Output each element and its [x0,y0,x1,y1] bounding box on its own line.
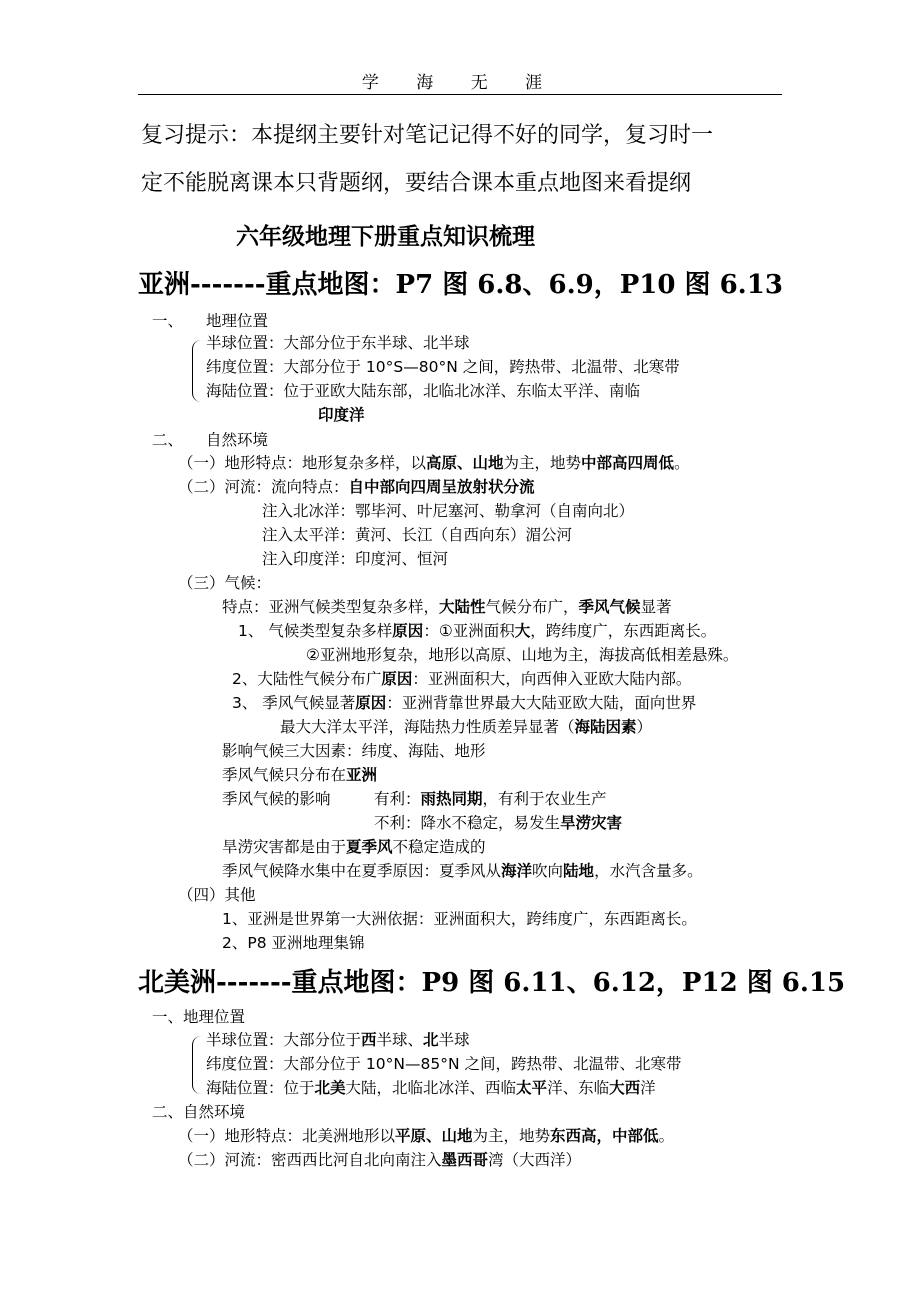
na-sea-land-position: 海陆位置：位于北美大陆，北临北冰洋、西临太平洋、东临大西洋 [206,1079,656,1097]
asia-section-1-label: 地理位置 [206,312,269,330]
na-river: （二）河流：密西西比河自北向南注入墨西哥湾（大西洋） [178,1151,582,1169]
na-latitude-position: 纬度位置：大部分位于 10°N—85°N 之间，跨热带、北温带、北寒带 [206,1055,682,1073]
asia-section-2-number: 二、 [152,431,184,449]
asia-hemisphere-position: 半球位置：大部分位于东半球、北半球 [206,334,470,352]
asia-sea-land-position-cont: 印度洋 [318,406,365,424]
asia-river-flow: （二）河流：流向特点：自中部向四周呈放射状分流 [178,478,535,496]
asia-heading: 亚洲-------重点地图：P7 图 6.8、6.9，P10 图 6.13 [138,270,783,300]
asia-terrain: （一）地形特点：地形复杂多样，以高原、山地为主，地势中部高四周低。 [178,454,690,472]
climate-factors: 影响气候三大因素：纬度、海陆、地形 [222,742,486,760]
climate-reason-3b: 最大大洋太平洋，海陆热力性质差异显著（海陆因素） [280,718,653,736]
na-section-2: 二、自然环境 [152,1103,246,1121]
drought-cause: 旱涝灾害都是由于夏季风不稳定造成的 [222,838,486,856]
asia-climate-features: 特点：亚洲气候类型复杂多样，大陆性气候分布广，季风气候显著 [222,598,672,616]
asia-climate-label: （三）气候： [178,574,272,592]
river-arctic: 注入北冰洋：鄂毕河、叶尼塞河、勒拿河（自南向北） [262,502,635,520]
asia-other-label: （四）其他 [178,886,256,904]
asia-other-2: 2、P8 亚洲地理集锦 [222,934,365,952]
review-tip-line-2: 定不能脱离课本只背题纲，要结合课本重点地图来看提纲 [141,171,692,196]
monsoon-effect-label: 季风气候的影响 [222,790,331,808]
na-section-1: 一、地理位置 [152,1008,246,1026]
page-header: 学 海 无 涯 [361,73,559,93]
river-indian: 注入印度洋：印度河、恒河 [262,550,449,568]
north-america-heading: 北美洲-------重点地图：P9 图 6.11、6.12，P12 图 6.15 [138,968,846,998]
monsoon-only-asia: 季风气候只分布在亚洲 [222,766,378,784]
climate-reason-1: 1、 气候类型复杂多样原因：①亚洲面积大，跨纬度广，东西距离长。 [238,622,717,640]
asia-latitude-position: 纬度位置：大部分位于 10°S—80°N 之间，跨热带、北温带、北寒带 [206,358,680,376]
header-divider [138,94,782,95]
summer-rain-reason: 季风气候降水集中在夏季原因：夏季风从海洋吹向陆地，水汽含量多。 [222,862,703,880]
river-pacific: 注入太平洋：黄河、长江（自西向东）湄公河 [262,526,573,544]
review-tip-line-1: 复习提示：本提纲主要针对笔记记得不好的同学，复习时一 [141,123,714,148]
asia-section-1-number: 一、 [152,312,184,330]
monsoon-effect-good: 有利：雨热同期，有利于农业生产 [374,790,607,808]
document-title: 六年级地理下册重点知识梳理 [236,224,535,250]
na-location-brace [192,1036,201,1094]
climate-reason-3: 3、 季风气候显著原因：亚洲背靠世界最大大陆亚欧大陆，面向世界 [232,694,697,712]
na-terrain: （一）地形特点：北美洲地形以平原、山地为主，地势东西高，中部低。 [178,1127,675,1145]
climate-reason-1b: ②亚洲地形复杂，地形以高原、山地为主，海拔高低相差悬殊。 [306,646,739,664]
na-hemisphere-position: 半球位置：大部分位于西半球、北半球 [206,1031,470,1049]
monsoon-effect-bad: 不利：降水不稳定，易发生旱涝灾害 [374,814,623,832]
asia-other-1: 1、亚洲是世界第一大洲依据：亚洲面积大，跨纬度广，东西距离长。 [222,910,697,928]
location-brace [192,340,201,402]
asia-sea-land-position: 海陆位置：位于亚欧大陆东部，北临北冰洋、东临太平洋、南临 [206,382,641,400]
climate-reason-2: 2、大陆性气候分布广原因：亚洲面积大，向西伸入亚欧大陆内部。 [232,670,692,688]
asia-section-2-label: 自然环境 [206,431,269,449]
